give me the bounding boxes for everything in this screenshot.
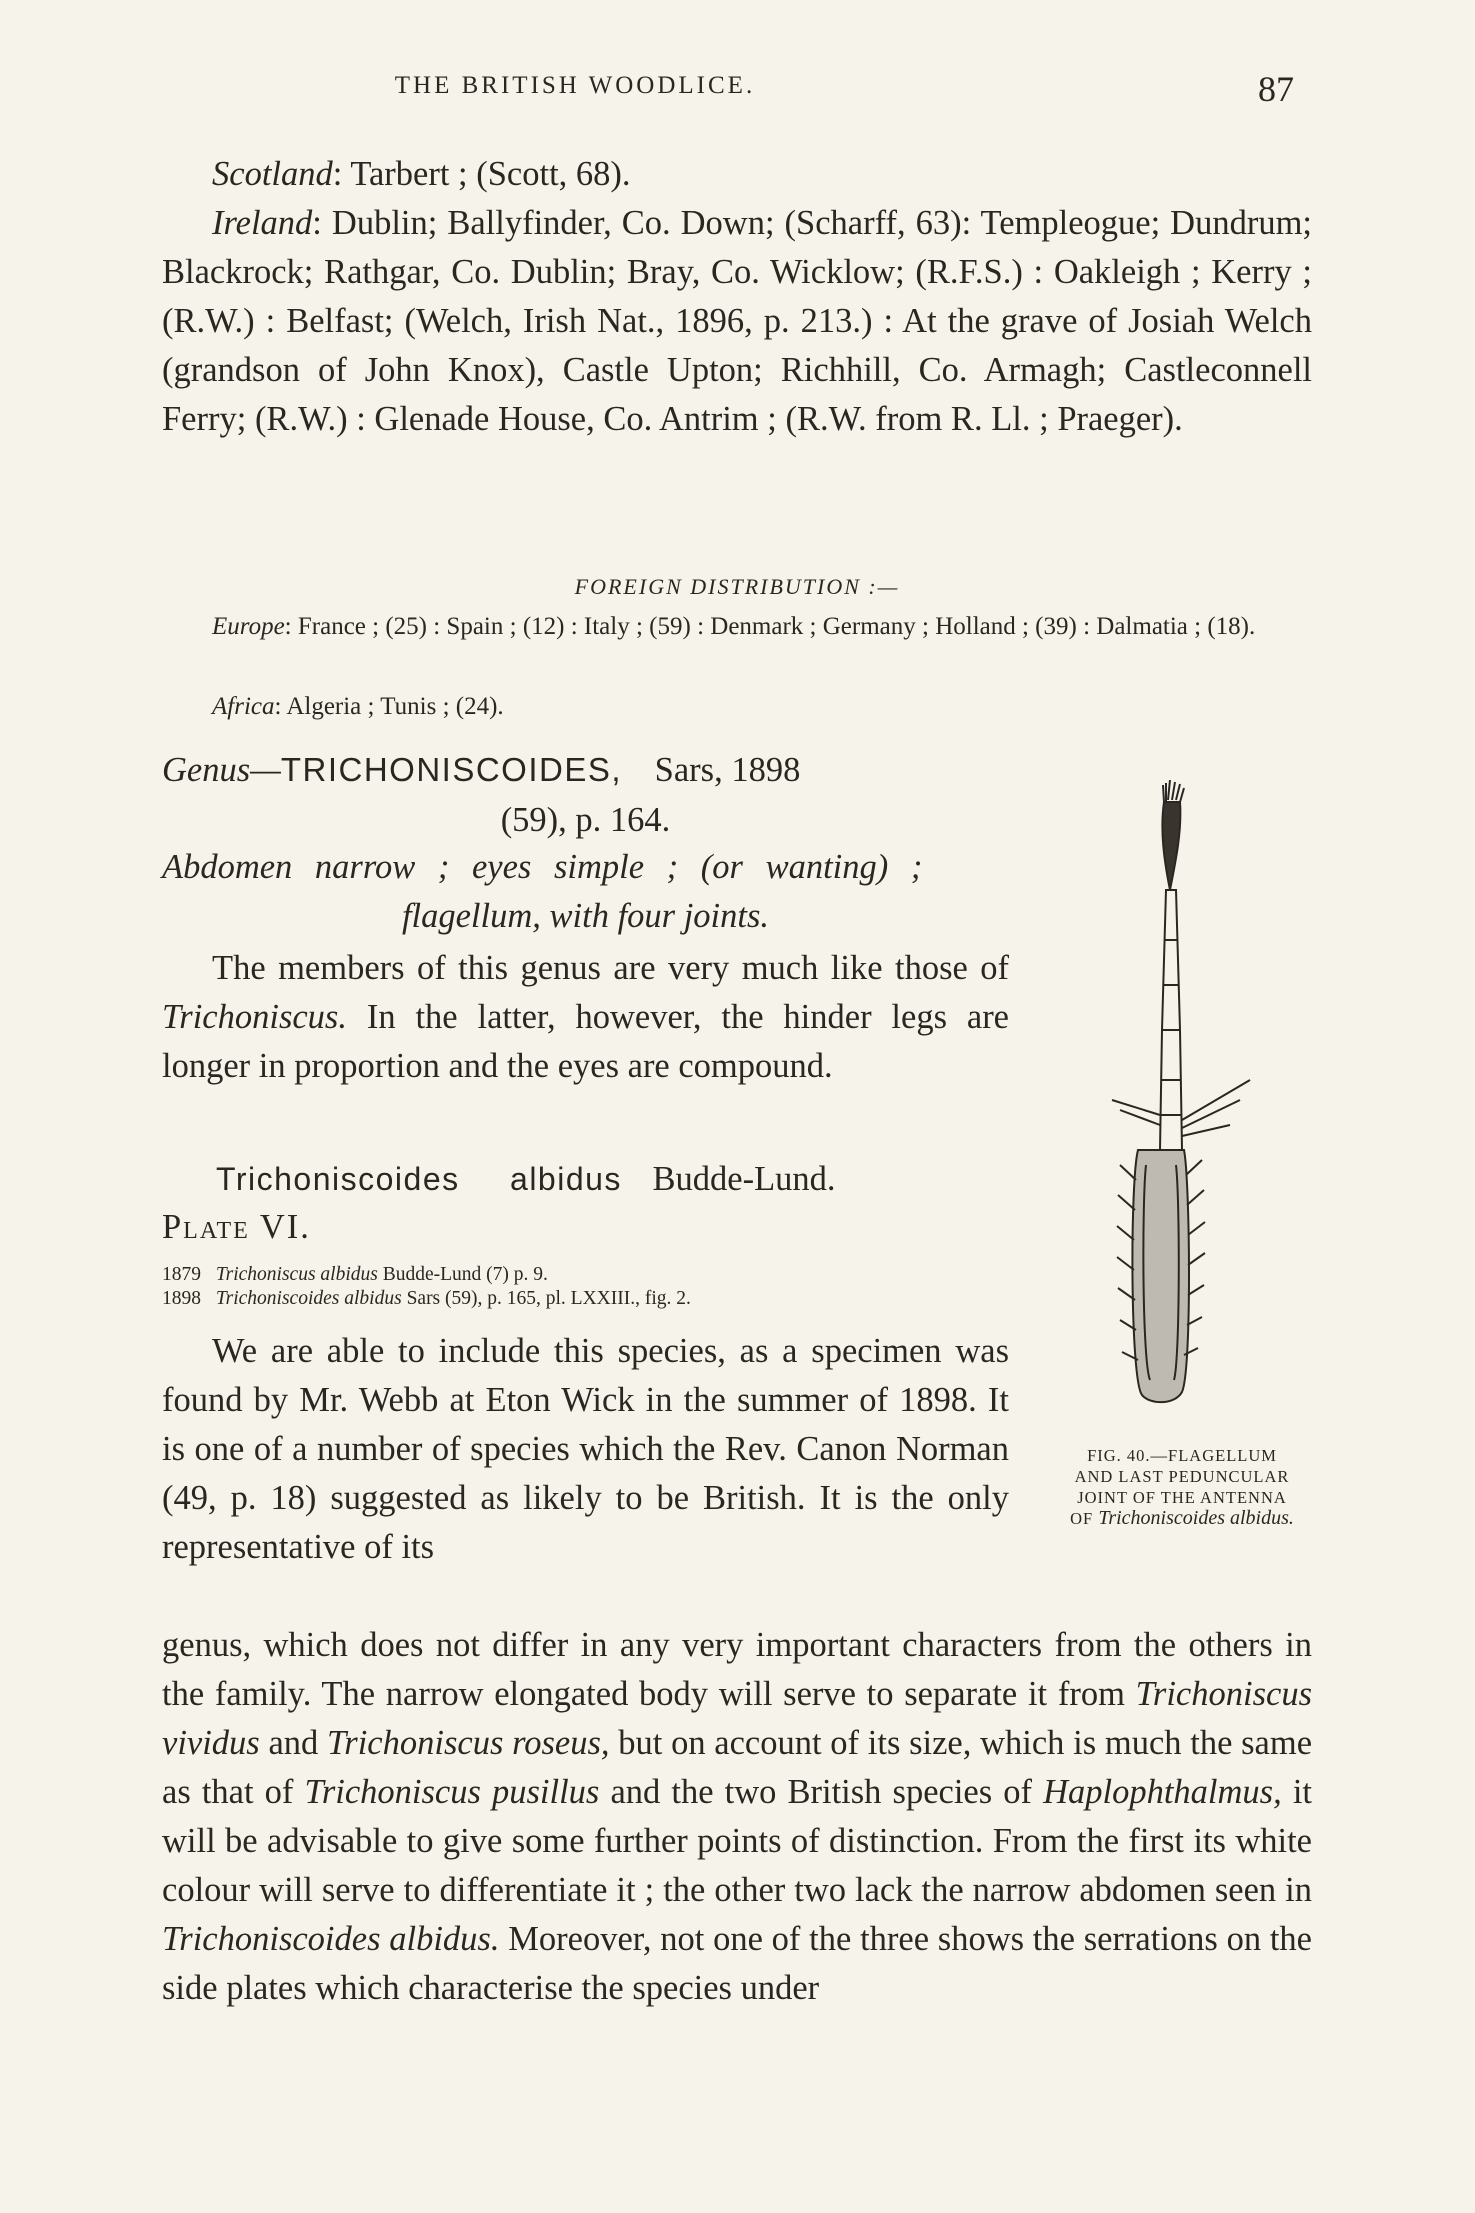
africa-label: Africa xyxy=(212,693,275,720)
ireland-text: : Dublin; Ballyfinder, Co. Down; (Scharff, 63): Templeogue; Dundrum; Blackrock; Rathgar, Co. Dublin; Bray, Co. Wicklow; (R.F.S.) : Oakleigh ; Kerry ; (R.W.) : Belfast; (Welch, Irish Nat., 1896, p. 213.) : At the grave of Josiah Welch (grandson of John Knox), Castle Upton; Richhill, Co. Armagh; Castleconnell Ferry; (R.W.) : Glenade House, Co. Antrim ; (R.W. from R. Ll. ; Praeger). xyxy=(162,204,1312,438)
africa-text: : Algeria ; Tunis ; (24). xyxy=(274,693,504,720)
genus-label: Genus— xyxy=(162,751,281,789)
flagellum-antenna-illustration xyxy=(1080,780,1330,1440)
genus-description-pre: The members of this genus are very much like those of xyxy=(212,949,1009,987)
body-text-e: it will be advisable to give some further points of distinction. From the first its white colour will serve to differentiate it ; the other two lack the narrow abdomen seen in xyxy=(162,1773,1313,1909)
genus-description-italic: Trichoniscus. xyxy=(162,998,347,1036)
running-title: THE BRITISH WOODLICE. xyxy=(394,72,756,99)
body-italic-4: Haplophthalmus, xyxy=(1043,1773,1282,1811)
body-paragraph-narrow: We are able to include this species, as a specimen was found by Mr. Webb at Eton Wick in the summer of 1898. It is one of a number of species which the Rev. Canon Norman (49, p. 18) suggested as likely to be British. It is the only representative of its xyxy=(162,1332,1009,1566)
scotland-label: Scotland xyxy=(212,155,333,193)
ireland-record xyxy=(162,199,1312,444)
caption-line-3: JOINT OF THE ANTENNA xyxy=(1077,1488,1287,1507)
genus-description-post: In the latter, however, the hinder legs are longer in proportion and the eyes are compound. xyxy=(162,998,1009,1085)
caption-line-1: FIG. 40.—FLAGELLUM xyxy=(1087,1446,1277,1465)
genus-authority-1: Sars, 1898 xyxy=(654,751,801,789)
synonymy-name-1: Trichoniscus albidus xyxy=(215,1264,378,1285)
genus-diagnosis-1: Abdomen narrow ; eyes simple ; (or wanting) ; xyxy=(162,848,923,886)
synonymy-year-2: 1898 xyxy=(162,1288,201,1309)
genus-heading xyxy=(162,745,1009,795)
running-head xyxy=(0,70,1475,120)
ireland-label: Ireland xyxy=(212,204,313,242)
synonymy-ref-1: Budde-Lund (7) p. 9. xyxy=(382,1264,548,1285)
page-number: 87 xyxy=(1258,69,1294,109)
synonymy-row-2 xyxy=(162,1286,1009,1311)
body-italic-2: Trichoniscus roseus, xyxy=(327,1724,610,1762)
synonymy-row-1 xyxy=(162,1262,1009,1287)
scotland-text: : Tarbert ; (Scott, 68). xyxy=(332,155,631,193)
africa-record xyxy=(162,690,1312,723)
caption-species: Trichoniscoides albidus. xyxy=(1098,1507,1294,1529)
body-paragraph-full xyxy=(162,1621,1312,2013)
caption-line-2: AND LAST PEDUNCULAR xyxy=(1074,1467,1290,1486)
genus-authority-2: (59), p. 164. xyxy=(500,801,671,839)
genus-name: TRICHONISCOIDES, xyxy=(280,751,623,788)
species-authority: Budde-Lund. xyxy=(652,1160,836,1198)
species-name: Trichoniscoides albidus xyxy=(216,1161,622,1197)
body-text-b: and xyxy=(259,1724,328,1762)
body-text-f: Moreover, not one of the three shows the serrations on the side plates which characterise the species under xyxy=(162,1920,1312,2007)
body-text-d: and the two British species of xyxy=(599,1773,1044,1811)
synonymy-ref-2: Sars (59), p. 165, pl. LXXIII., fig. 2. xyxy=(406,1288,691,1309)
body-text-a: genus, which does not differ in any very important characters from the others in the family. The narrow elongated body will serve to separate it from xyxy=(162,1626,1312,1713)
genus-diagnosis-2: flagellum, with four joints. xyxy=(401,897,770,935)
synonymy-name-2: Trichoniscoides albidus xyxy=(215,1288,402,1309)
caption-of: OF xyxy=(1070,1509,1094,1528)
genus-description xyxy=(162,944,1009,1091)
body-italic-5: Trichoniscoides albidus. xyxy=(162,1920,500,1958)
figure-caption xyxy=(1032,1445,1332,1529)
foreign-heading: FOREIGN DISTRIBUTION :— xyxy=(574,574,900,599)
body-italic-1: Trichoniscus vividus xyxy=(162,1675,1312,1762)
europe-label: Europe xyxy=(212,613,285,640)
scotland-record xyxy=(162,150,1312,199)
europe-record xyxy=(162,610,1312,643)
body-text-c: but on account of its size, which is much the same as that of xyxy=(162,1724,1313,1811)
caption-line-4 xyxy=(1032,1508,1332,1529)
species-heading xyxy=(162,1155,1009,1204)
synonymy-year-1: 1879 xyxy=(162,1264,201,1285)
plate-reference: Plate VI. xyxy=(162,1208,311,1246)
body-italic-3: Trichoniscus pusillus xyxy=(304,1773,600,1811)
europe-text: : France ; (25) : Spain ; (12) : Italy ; (59) : Denmark ; Germany ; Holland ; (39) : Dalmatia ; (18). xyxy=(284,613,1256,640)
